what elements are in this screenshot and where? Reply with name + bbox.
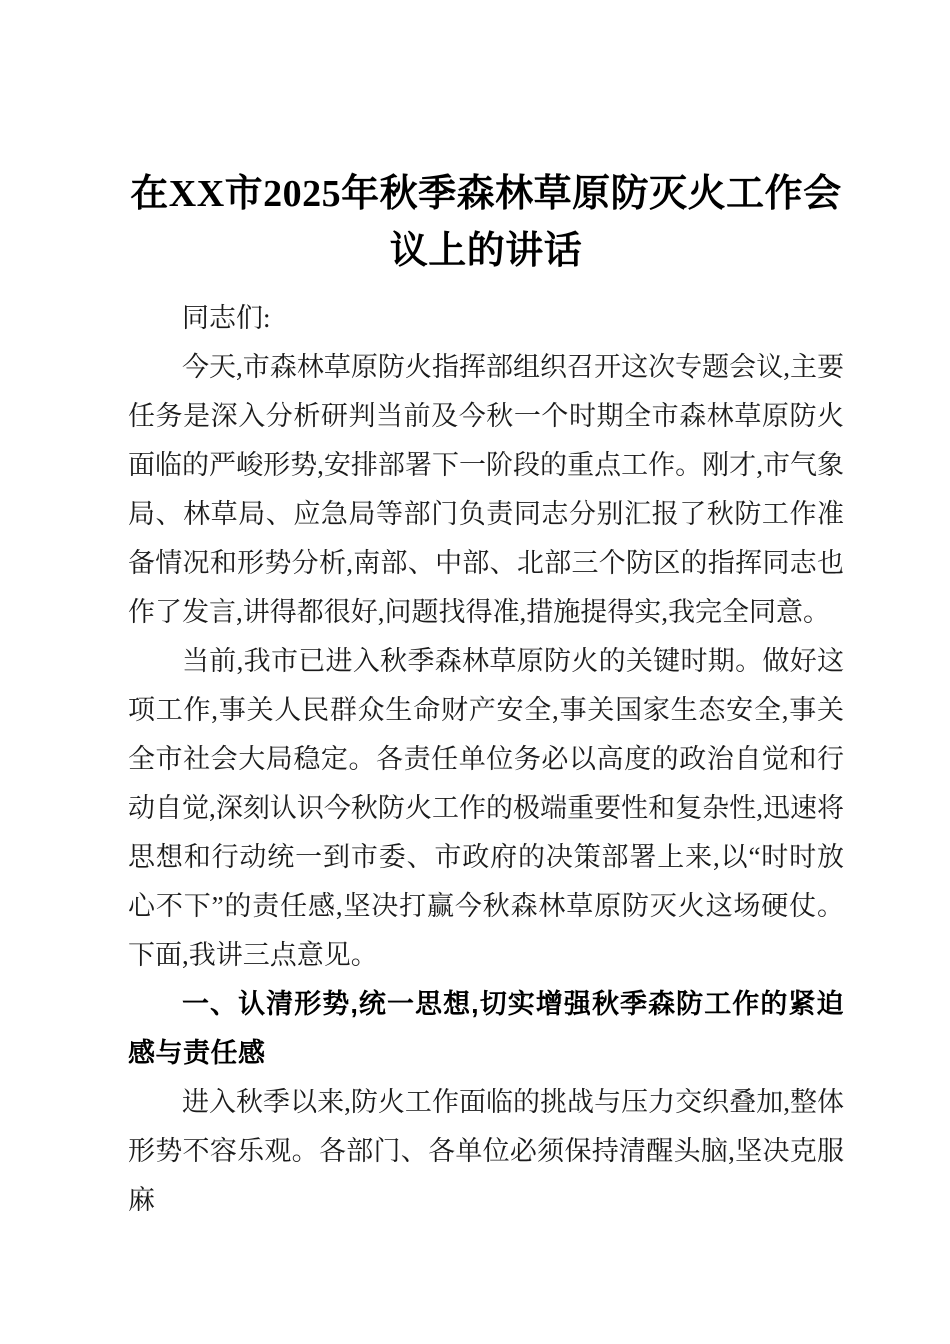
paragraph: 当前,我市已进入秋季森林草原防火的关键时期。做好这项工作,事关人民群众生命财产安全,事关国家生态安全,事关全市社会大局稳定。各责任单位务必以高度的政治自觉和行动自觉,深刻认识今秋防火工作的极端重要性和复杂性,迅速将思想和行动统一到市委、市政府的决策部署上来,以“时时放心不下”的责任感,坚决打赢今秋森林草原防灭火这场硬仗。下面,我讲三点意见。	[128, 646, 844, 970]
paragraph: 今天,市森林草原防火指挥部组织召开这次专题会议,主要任务是深入分析研判当前及今秋一个时期全市森林草原防火面临的严峻形势,安排部署下一阶段的重点工作。刚才,市气象局、林草局、应急局等部门负责同志分别汇报了秋防工作准备情况和形势分析,南部、中部、北部三个防区的指挥同志也作了发言,讲得都很好,问题找得准,措施提得实,我完全同意。	[128, 352, 844, 627]
salutation-line: 同志们:	[182, 303, 271, 333]
section-heading: 一、认清形势,统一思想,切实增强秋季森防工作的紧迫感与责任感	[128, 989, 844, 1068]
paragraph: 进入秋季以来,防火工作面临的挑战与压力交织叠加,整体形势不容乐观。各部门、各单位必须保持清醒头脑,坚决克服麻	[128, 1087, 844, 1215]
document-title: 在XX市2025年秋季森林草原防灭火工作会议上的讲话	[130, 173, 842, 272]
